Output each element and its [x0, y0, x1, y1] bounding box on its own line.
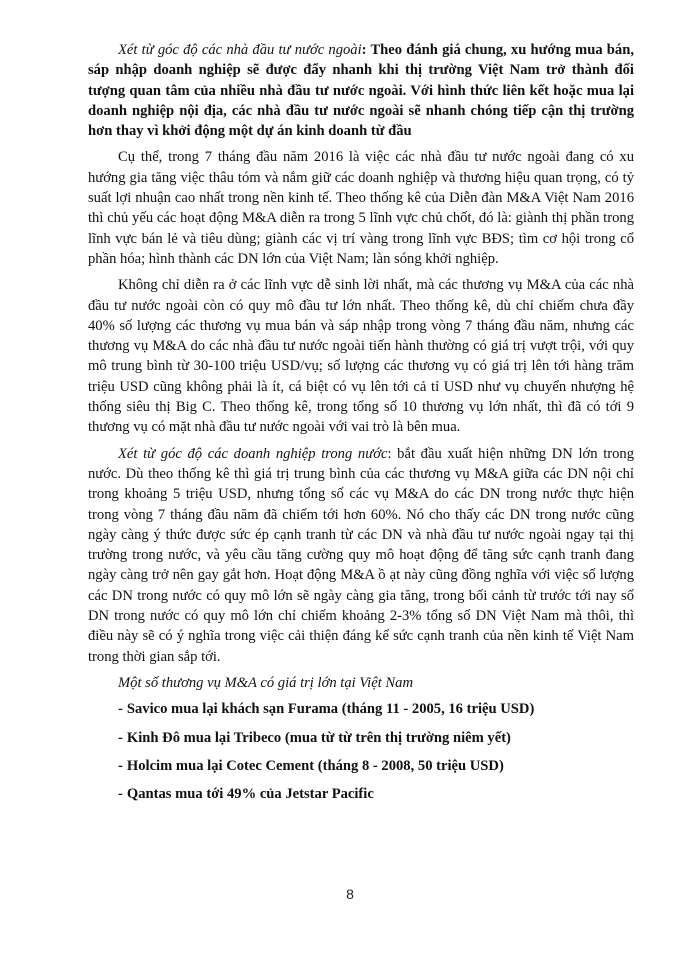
list-marker: - [118, 729, 123, 746]
paragraph-lead-foreign: Xét từ góc độ các nhà đầu tư nước ngoài [118, 42, 362, 58]
paragraph-domestic-firms [88, 444, 634, 667]
paragraph-lead-domestic: Xét từ góc độ các doanh nghiệp trong nước [118, 445, 388, 462]
deals-list [88, 699, 634, 804]
deals-caption: Một số thương vụ M&A có giá trị lớn tại Việt Nam [118, 674, 413, 691]
paragraph-foreign-investors [88, 40, 634, 141]
deal-text: Kinh Đô mua lại Tribeco (mua từ từ trên thị trường niêm yết) [126, 729, 511, 746]
list-marker: - [118, 701, 123, 718]
paragraph-text-foreign: : Theo đánh giá chung, xu hướng mua bán, sáp nhập doanh nghiệp sẽ được đẩy nhanh khi thị trường Việt Nam trở thành đối tượng quan tâm của nhiều nhà đầu tư nước ngoài. Với hình thức liên kết hoặc mua lại doanh nghiệp nội địa, các nhà đầu tư nước ngoài sẽ nhanh chóng tiếp cận thị trường hơn thay vì khởi động một dự án kinh doanh từ đầu [88, 42, 634, 140]
list-marker: - [118, 757, 123, 774]
list-item [118, 756, 634, 776]
page-number: 8 [346, 886, 354, 902]
paragraph-deal-scale: Không chỉ diễn ra ở các lĩnh vực dễ sinh lời nhất, mà các thương vụ M&A của các nhà đầu tư nước ngoài còn có quy mô đầu tư lớn nhất. Theo thống kê, dù chỉ chiếm chưa đầy 40% số lượng các thương vụ mua bán và sáp nhập trong vòng 7 tháng đầu năm, nhưng các thương vụ M&A do các nhà đầu tư nước ngoài tiến hành thường có giá trị vượt trội, với quy mô trung bình từ 30-100 triệu USD/vụ; số lượng các thương vụ có giá trị lên tới hàng trăm triệu USD cũng không phải là ít, cá biệt có vụ lên tới cả tỉ USD như vụ chuyển nhượng hệ thống siêu thị Big C. Theo thống kê, trong tổng số 10 thương vụ lớn nhất, thì đã có tới 9 thương vụ có mặt nhà đầu tư nước ngoài với vai trò là bên mua. [88, 277, 634, 436]
list-item [118, 699, 634, 719]
deal-text: Qantas mua tới 49% của Jetstar Pacific [126, 786, 374, 803]
deal-text: Holcim mua lại Cotec Cement (tháng 8 - 2008, 50 triệu USD) [126, 757, 504, 774]
paragraph-specifics: Cụ thể, trong 7 tháng đầu năm 2016 là việc các nhà đầu tư nước ngoài đang có xu hướng gia tăng việc thâu tóm và nắm giữ các doanh nghiệp và thương hiệu quan trọng, có tỷ suất lợi nhuận cao nhất trong nền kinh tế. Theo thống kê của Diễn đàn M&A Việt Nam 2016 thì chủ yếu các hoạt động M&A diễn ra trong 5 lĩnh vực chủ chốt, đó là: giành thị phần trong lĩnh vực bán lẻ và tiêu dùng; giành các vị trí vàng trong lĩnh vực BĐS; tìm cơ hội trong cổ phần hóa; hình thành các DN lớn của Việt Nam; làn sóng khởi nghiệp. [88, 149, 634, 267]
document-page [88, 40, 634, 812]
list-item [118, 728, 634, 748]
list-marker: - [118, 786, 123, 803]
list-item [118, 784, 634, 804]
paragraph-text-domestic: : bắt đầu xuất hiện những DN lớn trong nước. Dù theo thống kê thì giá trị trung bình của các thương vụ M&A giữa các DN nội chỉ trong khoảng 5 triệu USD, nhưng tổng số các vụ M&A do các DN trong nước thực hiện trong vòng 7 tháng đầu năm đã chiếm tới hơn 60%. Nó cho thấy các DN trong nước cũng ngày càng ý thức được sức ép cạnh tranh từ các DN và nhà đầu tư nước ngoài ngay tại thị trường trong nước, và yêu cầu tăng cường quy mô hoạt động để tăng sức cạnh tranh đang ngày càng trở nên gay gắt hơn. Hoạt động M&A ồ ạt này cũng đồng nghĩa với việc số lượng các DN trong nước có quy mô lớn sẽ ngày càng gia tăng, trong bối cảnh từ trước tới nay số DN trong nước có quy mô lớn chỉ chiếm khoảng 2-3% tổng số DN Việt Nam mà thôi, thì điều này sẽ có ý nghĩa trong việc cải thiện đáng kể sức cạnh tranh của nền kinh tế Việt Nam trong thời gian sắp tới. [88, 445, 634, 665]
deal-text: Savico mua lại khách sạn Furama (tháng 11 - 2005, 16 triệu USD) [126, 701, 535, 718]
